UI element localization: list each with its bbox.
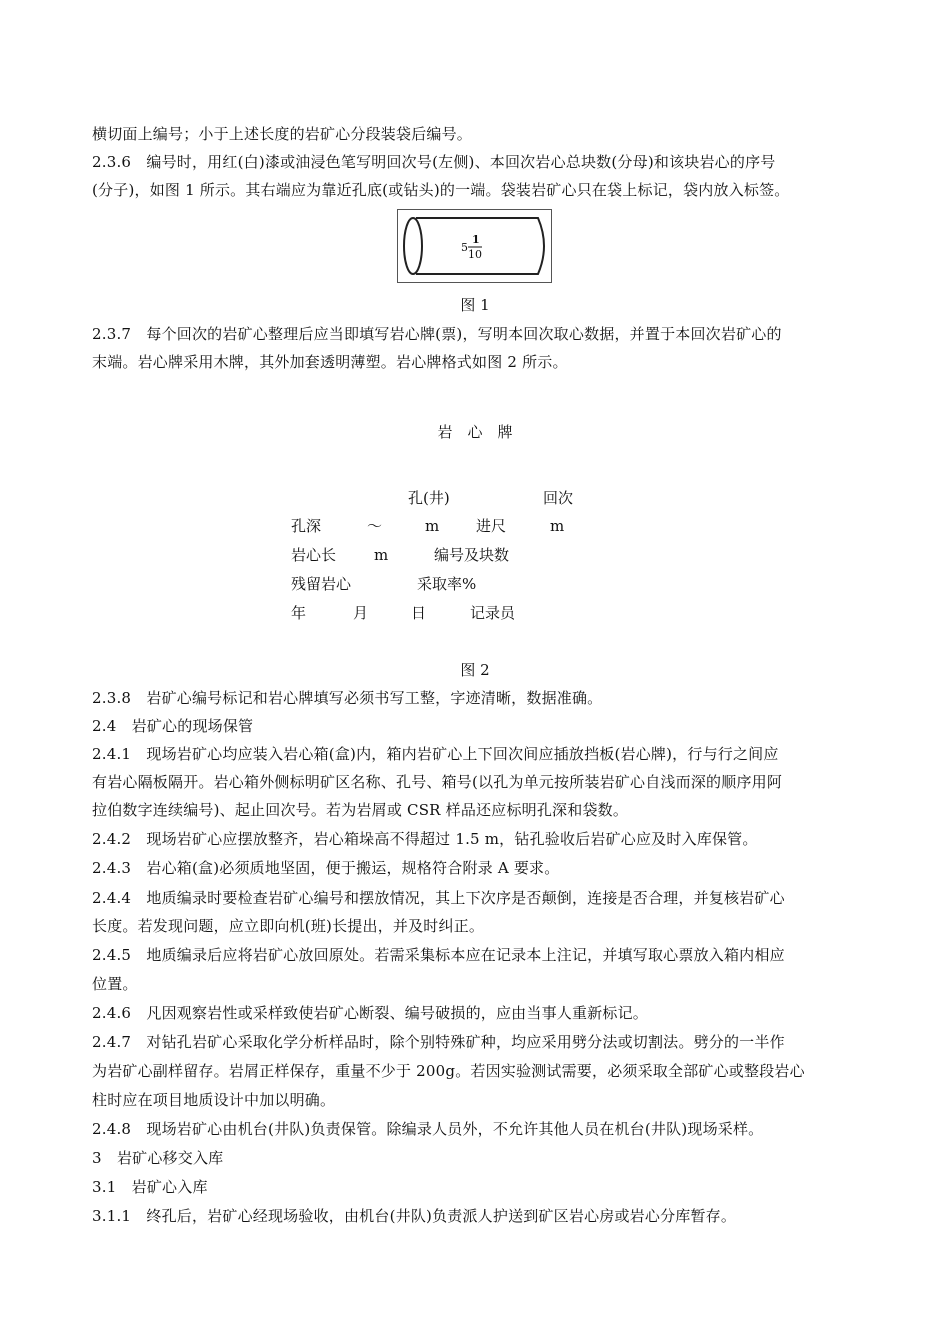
core-tag-numbering: 编号及块数 <box>434 546 510 564</box>
paragraph-2-4-4: 2.4.4 地质编录时要检查岩矿心编号和摆放情况，其上下次序是否颠倒，连接是否合理，并复核岩矿心 <box>92 889 785 907</box>
paragraph-line: 位置。 <box>92 975 138 993</box>
paragraph-2-3-8: 2.3.8 岩矿心编号标记和岩心牌填写必须书写工整，字迹清晰，数据准确。 <box>92 689 603 707</box>
paragraph-line: 末端。岩心牌采用木牌，其外加套透明薄塑。岩心牌格式如图 2 所示。 <box>92 353 568 371</box>
core-tag-day: 日 <box>411 604 427 622</box>
section-heading-3: 3 岩矿心移交入库 <box>92 1149 224 1167</box>
core-tag-recorder: 记录员 <box>470 604 516 622</box>
paragraph-2-3-6: 2.3.6 编号时，用红(白)漆或油浸色笔写明回次号(左侧)、本回次岩心总块数(分母)和该块岩心的序号 <box>92 153 776 171</box>
paragraph-2-4-6: 2.4.6 凡因观察岩性或采样致使岩矿心断裂、编号破损的，应由当事人重新标记。 <box>92 1004 648 1022</box>
paragraph-2-4-7: 2.4.7 对钻孔岩矿心采取化学分析样品时，除个别特殊矿种，均应采用劈分法或切割法。劈分的一半作 <box>92 1033 785 1051</box>
paragraph-line: 柱时应在项目地质设计中加以明确。 <box>92 1091 336 1109</box>
paragraph-line: (分子)，如图 1 所示。其右端应为靠近孔底(或钻头)的一端。袋装岩矿心只在袋上标记，袋内放入标签。 <box>92 181 790 199</box>
core-cylinder-icon <box>398 210 551 282</box>
core-tag-depth: 孔深 <box>291 517 322 535</box>
figure-1-caption: 图 1 <box>460 296 490 314</box>
core-tag-year: 年 <box>291 604 307 622</box>
paragraph-2-4-1: 2.4.1 现场岩矿心均应装入岩心箱(盒)内，箱内岩矿心上下回次间应插放挡板(岩心牌)，行与行之间应 <box>92 745 779 763</box>
core-tag-title: 岩 心 牌 <box>437 423 513 441</box>
paragraph-2-4-5: 2.4.5 地质编录后应将岩矿心放回原处。若需采集标本应在记录本上注记，并填写取心票放入箱内相应 <box>92 946 785 964</box>
core-tag-advance: 进尺 <box>476 517 507 535</box>
run-number: 5 <box>461 241 468 254</box>
core-tag-hole: 孔(井) <box>408 489 450 507</box>
core-tag-unit: m <box>374 546 389 564</box>
fraction-numerator: 1 <box>472 233 480 246</box>
paragraph-2-4-3: 2.4.3 岩心箱(盒)必须质地坚固，便于搬运，规格符合附录 A 要求。 <box>92 859 560 877</box>
core-tag-core-length: 岩心长 <box>291 546 337 564</box>
paragraph-2-4-2: 2.4.2 现场岩矿心应摆放整齐，岩心箱垛高不得超过 1.5 m，钻孔验收后岩矿心应及时入库保管。 <box>92 830 758 848</box>
paragraph-3-1-1: 3.1.1 终孔后，岩矿心经现场验收，由机台(井队)负责派人护送到矿区岩心房或岩心分库暂存。 <box>92 1207 737 1225</box>
paragraph-line: 为岩矿心副样留存。岩屑正样保存，重量不少于 200g。若因实验测试需要，必须采取全部矿心或整段岩心 <box>92 1062 805 1080</box>
paragraph-line: 长度。若发现问题，应立即向机(班)长提出，并及时纠正。 <box>92 917 485 935</box>
paragraph-2-3-7: 2.3.7 每个回次的岩矿心整理后应当即填写岩心牌(票)，写明本回次取心数据，并置于本回次岩矿心的 <box>92 325 782 343</box>
core-tag-run: 回次 <box>543 489 574 507</box>
core-tag-tilde: ～ <box>367 517 383 535</box>
core-tag-recovery: 采取率% <box>417 575 477 593</box>
figure-2-caption: 图 2 <box>460 661 490 679</box>
section-heading-2-4: 2.4 岩矿心的现场保管 <box>92 717 254 735</box>
core-tag-unit: m <box>425 517 440 535</box>
paragraph-line: 有岩心隔板隔开。岩心箱外侧标明矿区名称、孔号、箱号(以孔为单元按所装岩矿心自浅而深的顺序用阿 <box>92 773 783 791</box>
paragraph-line: 拉伯数字连续编号)、起止回次号。若为岩屑或 CSR 样品还应标明孔深和袋数。 <box>92 801 629 819</box>
figure-1-core-diagram <box>397 209 552 283</box>
core-tag-month: 月 <box>353 604 369 622</box>
fraction-denominator: 10 <box>468 248 482 261</box>
paragraph-2-4-8: 2.4.8 现场岩矿心由机台(井队)负责保管。除编录人员外，不允许其他人员在机台(井队)现场采样。 <box>92 1120 764 1138</box>
core-tag-residual: 残留岩心 <box>291 575 352 593</box>
core-tag-unit: m <box>550 517 565 535</box>
section-heading-3-1: 3.1 岩矿心入库 <box>92 1178 208 1196</box>
paragraph-line: 横切面上编号；小于上述长度的岩矿心分段装袋后编号。 <box>92 125 473 143</box>
